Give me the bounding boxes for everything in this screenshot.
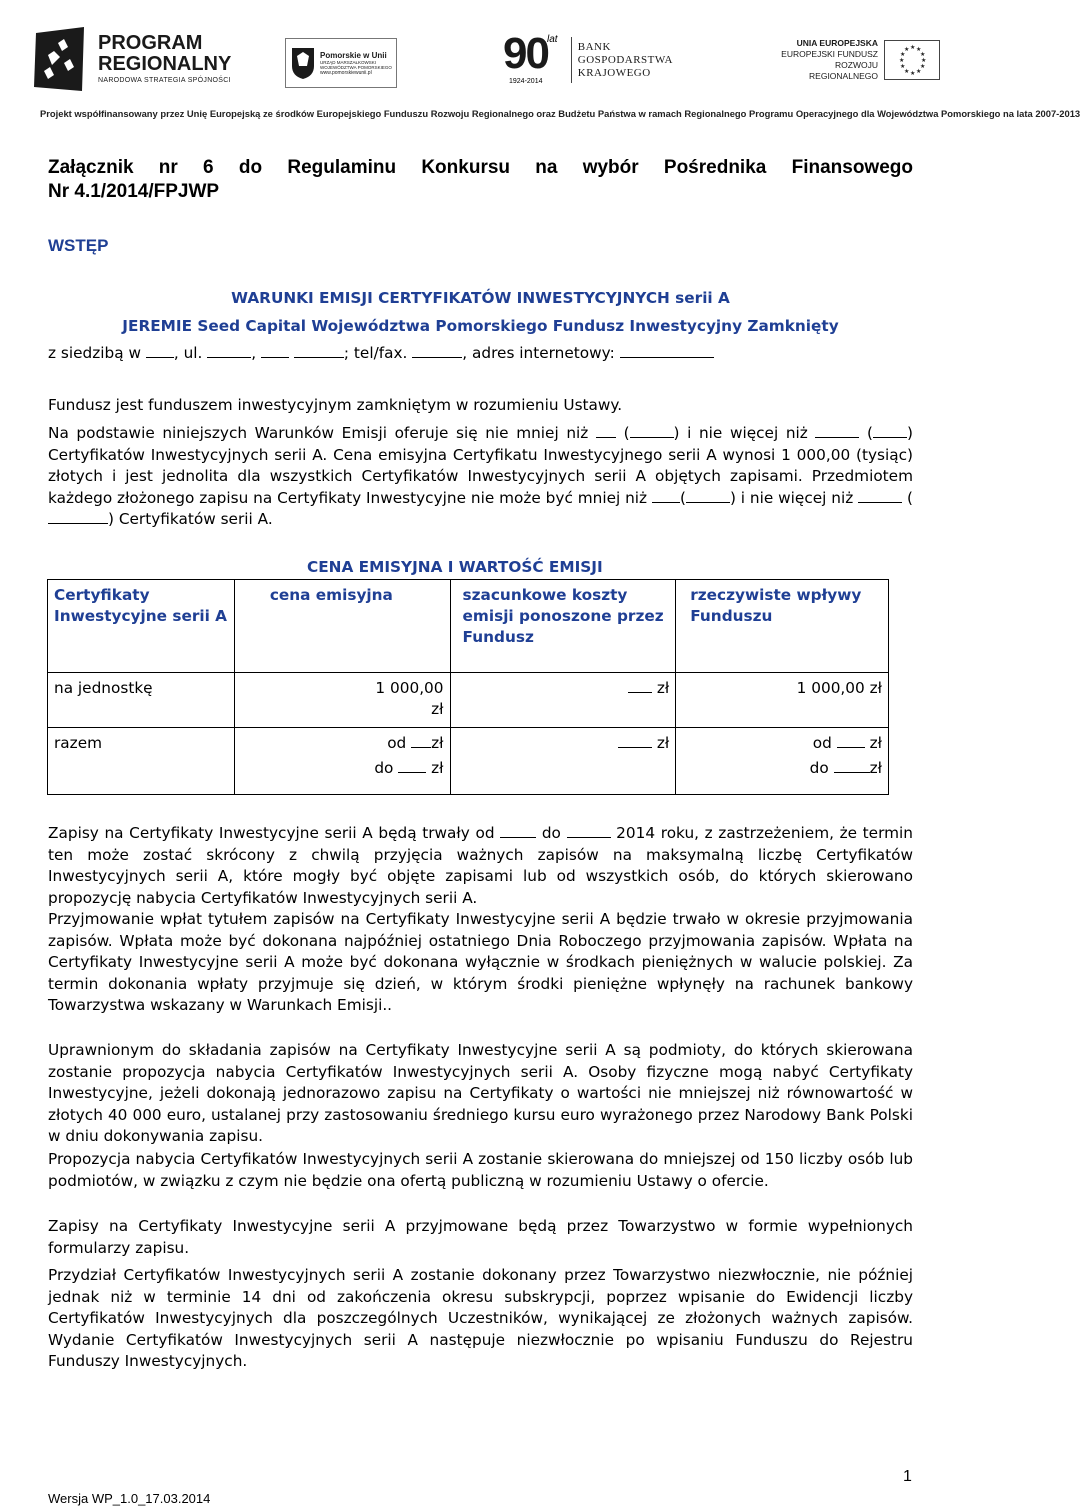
seat-city-blank: [146, 343, 174, 358]
table-header-cell: cena emisyjna: [234, 580, 450, 673]
table-row: [48, 728, 889, 795]
total-from-currency: zł: [431, 734, 444, 752]
offer-sub-max-words-blank: [48, 509, 108, 524]
offer-min-number-blank: [596, 423, 616, 438]
subscription-text-1: Zapisy na Certyfikaty Inwestycyjne serii A będą trwały od: [48, 824, 495, 842]
table-header-row: [48, 580, 889, 673]
svg-text:★: ★: [899, 57, 905, 64]
seat-text-1: z siedzibą w: [48, 344, 141, 362]
total-from-label: od: [387, 734, 407, 752]
svg-text:★: ★: [920, 63, 926, 70]
total-cost-blank: [618, 733, 652, 748]
offer-text-9: ) i nie więcej niż: [729, 488, 854, 507]
page-number: 1: [903, 1468, 912, 1485]
table-cell: [234, 728, 450, 795]
subscription-paragraph: [48, 823, 913, 909]
table-cell: [450, 673, 676, 728]
table-cell: na jednostkę: [48, 673, 235, 728]
table-cell: razem: [48, 728, 235, 795]
allocation-paragraph: Przydział Certyfikatów Inwestycyjnych serii A zostanie dokonany przez Towarzystwo niezwłocznie, nie później jednak niż w terminie 14 dni od zakończenia okresu subskrypcji, poprzez wpisanie do Ewidencji liczby Certyfikatów Inwestycyjnych dla poszczególnych Uczestników, wynikającej ze złożonych ważnych zapisów. Wydanie Certyfikatów Inwestycyjnych serii A następuje niezwłocznie po wpisaniu Funduszu do Rejestru Funduszy Inwestycyjnych.: [48, 1266, 913, 1371]
subscription-start-blank: [500, 823, 536, 838]
offer-sub-min-words-blank: [686, 488, 730, 503]
subscription-end-blank: [567, 823, 611, 838]
seat-number-blank: [261, 343, 289, 358]
unit-cost-blank: [628, 678, 652, 693]
offer-min-words-blank: [630, 423, 674, 438]
seat-phone-blank: [412, 343, 462, 358]
pomorskie-line3: WOJEWÓDZTWA POMORSKIEGO: [320, 64, 392, 70]
ue-line2: EUROPEJSKI FUNDUSZ: [781, 49, 878, 59]
svg-text:★: ★: [916, 46, 922, 53]
total-to-currency: zł: [431, 759, 444, 777]
pomorskie-crest-icon: [290, 46, 316, 80]
table-header-cell: szacunkowe koszty emisji ponoszone przez Fundusz: [450, 580, 676, 673]
offer-paragraph: [48, 423, 913, 531]
proposal-paragraph: Propozycja nabycia Certyfikatów Inwestycyjnych serii A zostanie skierowana do mniejszej od 150 liczby osób lub podmiotów, w związku z czym nie będzie ona ofertą publiczną w rozumieniu Ustawy o ofercie.: [48, 1150, 913, 1190]
table-row: [48, 673, 889, 728]
bgk-divider: [571, 37, 572, 83]
offer-text-2: (: [623, 424, 630, 442]
ue-line1: UNIA EUROPEJSKA: [796, 38, 878, 48]
table-cell: [450, 728, 676, 795]
offer-text-6: Cena emisyjna Certyfikatu Inwestycyjnego serii A wynosi 1 000,00 (tysiąc) złotych i jest jednolita dla wszystkich Certyfikatów Inwestycyjnych serii A objętych zapisami.: [48, 445, 913, 486]
proceeds-from-blank: [837, 733, 865, 748]
table-header-cell: Certyfikaty Inwestycyjne serii A: [48, 580, 235, 673]
offer-text-7: Przedmiotem każdego złożonego zapisu na Certyfikaty Inwestycyjne nie może być mniej niż: [48, 467, 913, 507]
table-cell: [676, 728, 889, 795]
offer-text-5: ) Certyfikatów Inwestycyjnych serii A.: [48, 424, 913, 464]
total-cost-currency: zł: [656, 734, 670, 752]
table-header-cell: rzeczywiste wpływy Funduszu: [676, 580, 889, 673]
offer-sub-min-blank: [652, 488, 680, 503]
bgk-years: 90: [503, 29, 548, 78]
attachment-line1: Załącznik nr 6 do Regulaminu Konkursu na wybór Pośrednika Finansowego: [48, 157, 913, 178]
bgk-line1: BANK: [577, 40, 611, 53]
eligibility-paragraph: Uprawnionym do składania zapisów na Certyfikaty Inwestycyjne serii A są podmioty, do których skierowana zostanie propozycja nabycia Certyfikatów Inwestycyjnych serii A. Osoby fizyczne mogą nabyć Certyfikaty Inwestycyjne, jeżeli dokonają jednorazowo zapisu na Certyfikaty o wartości nie mniejszej niż równowartość w złotych 40 000 euro, ustalanej przy zastosowaniu średniego kursu euro wyrażonego przez Narodowy Bank Polski w dniu dokonywania zapisu.: [48, 1041, 913, 1146]
attachment-heading: [48, 156, 913, 204]
offer-max-number-blank: [815, 423, 859, 438]
seat-street-blank: [207, 343, 251, 358]
price-heading: CENA EMISYJNA I WARTOŚĆ EMISJI: [307, 558, 603, 576]
offer-text-10: (: [907, 488, 913, 507]
seat-website-blank: [620, 343, 714, 358]
forms-paragraph: Zapisy na Certyfikaty Inwestycyjne serii A przyjmowane będą przez Towarzystwo w formie wypełnionych formularzy zapisu.: [48, 1217, 913, 1257]
table-cell: [234, 673, 450, 728]
offer-text-3: ) i nie więcej niż: [673, 424, 808, 442]
program-regionalny-emblem: [30, 25, 90, 95]
program-regionalny-line1: PROGRAM: [98, 32, 203, 54]
offer-text-4: (: [867, 424, 874, 442]
offer-sub-max-blank: [858, 488, 902, 503]
seat-postal-blank: [294, 343, 344, 358]
proceeds-to-label: do: [809, 759, 829, 777]
proceeds-from-label: od: [812, 734, 832, 752]
ue-logo: [770, 22, 940, 98]
pomorskie-line4: www.pomorskiewunii.pl: [320, 69, 372, 76]
unit-price: 1 000,00: [375, 679, 444, 697]
funding-note: Projekt współfinansowany przez Unię Europejską ze środków Europejskiego Funduszu Rozwoju Regionalnego oraz Budżetu Państwa w ramach Regionalnego Programu Operacyjnego dla Województwa Pomorskiego na lata 2007-2013: [40, 108, 1080, 119]
pomorskie-line2: URZĄD MARSZAŁKOWSKI: [320, 59, 377, 65]
seat-line: [48, 342, 714, 364]
svg-text:★: ★: [900, 63, 906, 70]
seat-text-2: , ul.: [173, 344, 203, 362]
pomorskie-line1: Pomorskie w Unii: [320, 50, 387, 60]
title-line2: JEREMIE Seed Capital Województwa Pomorskiego Fundusz Inwestycyjny Zamknięty: [122, 317, 839, 335]
offer-text-11: ) Certyfikatów serii A.: [108, 510, 273, 529]
bgk-line3: KRAJOWEGO: [577, 66, 651, 79]
logo-strip: [0, 0, 1080, 130]
offer-max-words-blank: [873, 423, 907, 438]
intro-heading: WSTĘP: [48, 236, 109, 255]
svg-text:★: ★: [904, 68, 910, 75]
bgk-lat: lat: [547, 34, 558, 45]
fund-paragraph: Fundusz jest funduszem inwestycyjnym zamkniętym w rozumieniu Ustawy.: [48, 396, 623, 414]
unit-price-currency: zł: [431, 700, 444, 718]
eu-flag-icon: [884, 40, 940, 80]
ue-line3: ROZWOJU REGIONALNEGO: [809, 60, 878, 81]
proceeds-from-currency: zł: [869, 734, 882, 752]
svg-text:★: ★: [900, 51, 906, 58]
table-cell: 1 000,00 zł: [676, 673, 889, 728]
svg-text:★: ★: [904, 46, 910, 53]
unit-cost-currency: zł: [656, 679, 670, 697]
pomorskie-logo: [285, 38, 397, 88]
attachment-line2: Nr 4.1/2014/FPJWP: [48, 181, 220, 202]
emission-table: [47, 579, 889, 795]
seat-text-4: ; tel/fax.: [343, 344, 408, 362]
title-line1: WARUNKI EMISJI CERTYFIKATÓW INWESTYCYJNYCH serii A: [231, 289, 730, 307]
total-to-label: do: [374, 759, 394, 777]
svg-text:★: ★: [910, 44, 916, 51]
total-from-blank: [411, 733, 431, 748]
svg-text:★: ★: [920, 51, 926, 58]
proceeds-to-blank: [834, 758, 870, 773]
subscription-text-3: 2014 roku, z zastrzeżeniem, że termin ten może zostać skrócony z chwilą przyjęcia ważnych zapisów na maksymalną liczbę Certyfikatów Inwestycyjnych serii A, które mogły być objęte zapisami lub od wszystkich osób, do których skierowano propozycję nabycia Certyfikatów Inwestycyjnych serii A.: [48, 824, 913, 907]
proceeds-to-currency: zł: [869, 759, 882, 777]
svg-text:★: ★: [921, 57, 927, 64]
offer-text-1: Na podstawie niniejszych Warunków Emisji oferuje się nie mniej niż: [48, 424, 589, 442]
seat-text-3: ,: [251, 344, 257, 362]
bgk-logo: [503, 22, 673, 98]
program-regionalny-line3: NARODOWA STRATEGIA SPÓJNOŚCI: [98, 77, 231, 84]
program-regionalny-line2: REGIONALNY: [98, 53, 232, 75]
offer-text-8: (: [679, 488, 686, 507]
subscription-text-2: do: [541, 824, 561, 842]
total-to-blank: [398, 758, 426, 773]
program-regionalny-logo: [30, 22, 235, 98]
svg-text:★: ★: [916, 68, 922, 75]
bgk-line2: GOSPODARSTWA: [577, 53, 673, 66]
payment-paragraph: Przyjmowanie wpłat tytułem zapisów na Certyfikaty Inwestycyjne serii A będzie trwało w okresie przyjmowania zapisów. Wpłata może być dokonana najpóźniej ostatniego Dnia Roboczego przyjmowania zapisów. Wpłata na Certyfikaty Inwestycyjne serii A może być dokonana wyłącznie w środkach pieniężnych w walucie polskiej. Za termin dokonania wpłaty przyjmuje się dzień, w którym środki pieniężne wpłynęły na rachunek bankowy Towarzystwa wskazany w Warunkach Emisji..: [48, 910, 913, 1015]
version-footer: Wersja WP_1.0_17.03.2014: [48, 1491, 211, 1506]
bgk-range: 1924-2014: [509, 78, 543, 85]
svg-text:★: ★: [910, 70, 916, 77]
seat-text-5: , adres internetowy:: [462, 344, 615, 362]
